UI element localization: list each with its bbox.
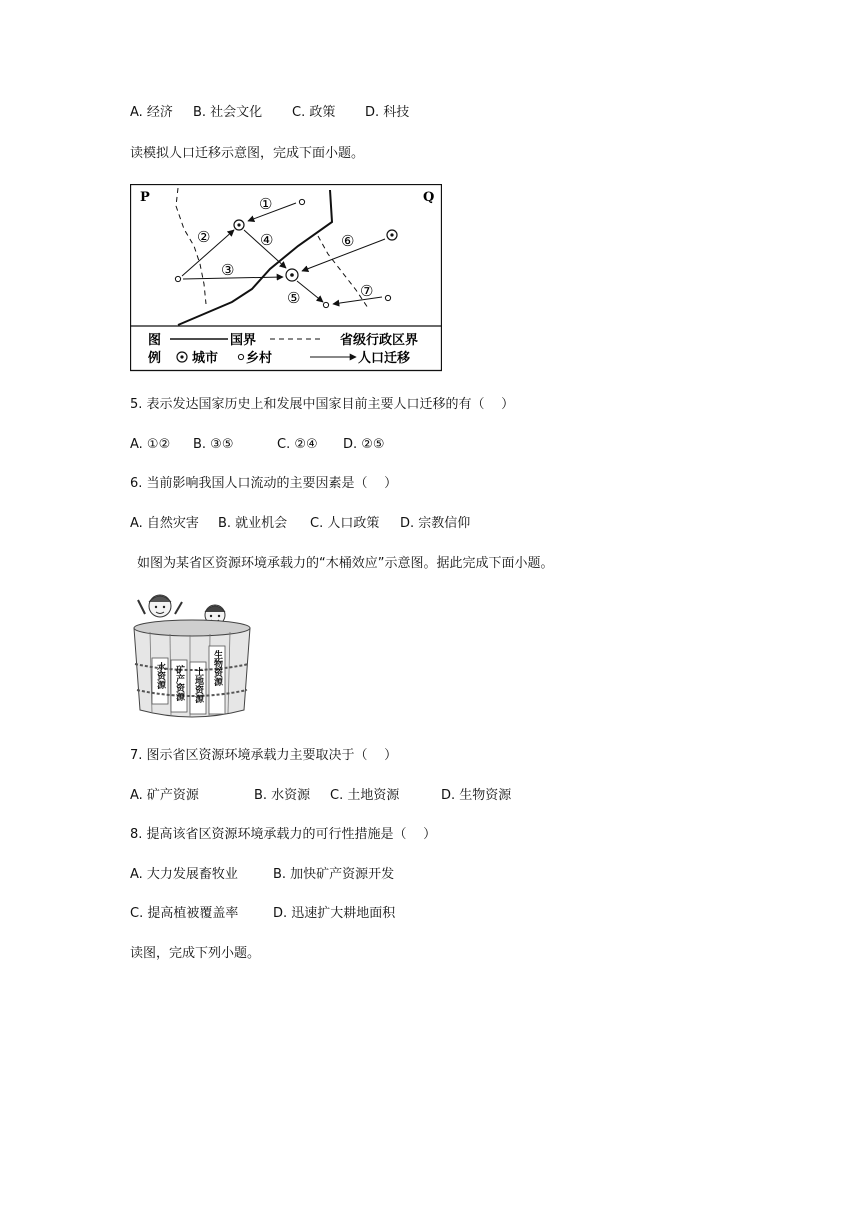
village-icon bbox=[385, 295, 390, 300]
q4-option-a: A. 经济 bbox=[130, 105, 173, 120]
corner-label-p: P bbox=[140, 190, 150, 205]
legend-border-label: 国界 bbox=[230, 333, 257, 348]
stave-land-label: 土地资源 bbox=[193, 667, 203, 703]
q7-option-a: A. 矿产资源 bbox=[130, 788, 199, 803]
marker-7: ⑦ bbox=[360, 282, 374, 300]
corner-label-q: Q bbox=[423, 190, 435, 205]
marker-1: ① bbox=[259, 195, 273, 213]
child-figure-left bbox=[138, 595, 182, 617]
q4-option-c: C. 政策 bbox=[292, 105, 336, 120]
q6-option-c: C. 人口政策 bbox=[310, 516, 380, 531]
q5-option-c: C. ②④ bbox=[277, 437, 318, 452]
q6-option-b: B. 就业机会 bbox=[218, 516, 288, 531]
q6-option-d: D. 宗教信仰 bbox=[400, 516, 471, 531]
q8-option-b: B. 加快矿产资源开发 bbox=[273, 867, 395, 882]
q6-stem: 6. 当前影响我国人口流动的主要因素是（ ） bbox=[130, 476, 398, 491]
village-icon bbox=[175, 276, 180, 281]
stave-bio-label: 生物资源 bbox=[212, 650, 222, 686]
barrel-intro: 如图为某省区资源环境承载力的“木桶效应”示意图。据此完成下面小题。 bbox=[137, 556, 554, 571]
marker-2: ② bbox=[197, 228, 211, 246]
legend-village-label: 乡村 bbox=[246, 351, 273, 366]
q4-option-d: D. 科技 bbox=[365, 105, 410, 120]
barrel-effect-figure bbox=[130, 592, 254, 722]
legend-city-label: 城市 bbox=[192, 351, 219, 366]
migration-map-figure bbox=[130, 184, 442, 372]
stave-water-label: 水资源 bbox=[155, 662, 165, 689]
village-icon bbox=[323, 302, 328, 307]
marker-5: ⑤ bbox=[287, 289, 301, 307]
q8-option-a: A. 大力发展畜牧业 bbox=[130, 867, 238, 882]
q8-option-c: C. 提高植被覆盖率 bbox=[130, 906, 239, 921]
marker-4: ④ bbox=[260, 231, 274, 249]
legend-city-icon bbox=[177, 352, 187, 362]
q5-option-d: D. ②⑤ bbox=[343, 437, 385, 452]
marker-3: ③ bbox=[221, 261, 235, 279]
q6-option-a: A. 自然灾害 bbox=[130, 516, 199, 531]
legend-title-tu: 图 bbox=[148, 333, 162, 348]
legend-village-icon bbox=[238, 354, 243, 359]
q7-option-b: B. 水资源 bbox=[254, 788, 311, 803]
city-icon bbox=[286, 269, 298, 281]
q8-stem: 8. 提高该省区资源环境承载力的可行性措施是（ ） bbox=[130, 827, 437, 842]
city-icon bbox=[234, 220, 244, 230]
city-icon bbox=[387, 230, 397, 240]
q5-stem: 5. 表示发达国家历史上和发展中国家目前主要人口迁移的有（ ） bbox=[130, 397, 515, 412]
q7-option-d: D. 生物资源 bbox=[441, 788, 512, 803]
marker-6: ⑥ bbox=[341, 232, 355, 250]
legend-province-label: 省级行政区界 bbox=[340, 333, 419, 348]
stave-mineral-label: 矿产资源 bbox=[174, 665, 184, 701]
q8-option-d: D. 迅速扩大耕地面积 bbox=[273, 906, 396, 921]
q5-option-a: A. ①② bbox=[130, 437, 171, 452]
q4-option-b: B. 社会文化 bbox=[193, 105, 263, 120]
q5-option-b: B. ③⑤ bbox=[193, 437, 234, 452]
q7-stem: 7. 图示省区资源环境承载力主要取决于（ ） bbox=[130, 748, 398, 763]
legend-title-li: 例 bbox=[148, 351, 162, 366]
village-icon bbox=[299, 199, 304, 204]
legend-migration-label: 人口迁移 bbox=[358, 351, 411, 366]
outro-text: 读图，完成下列小题。 bbox=[130, 946, 261, 961]
migration-intro: 读模拟人口迁移示意图，完成下面小题。 bbox=[130, 146, 365, 161]
q7-option-c: C. 土地资源 bbox=[330, 788, 400, 803]
